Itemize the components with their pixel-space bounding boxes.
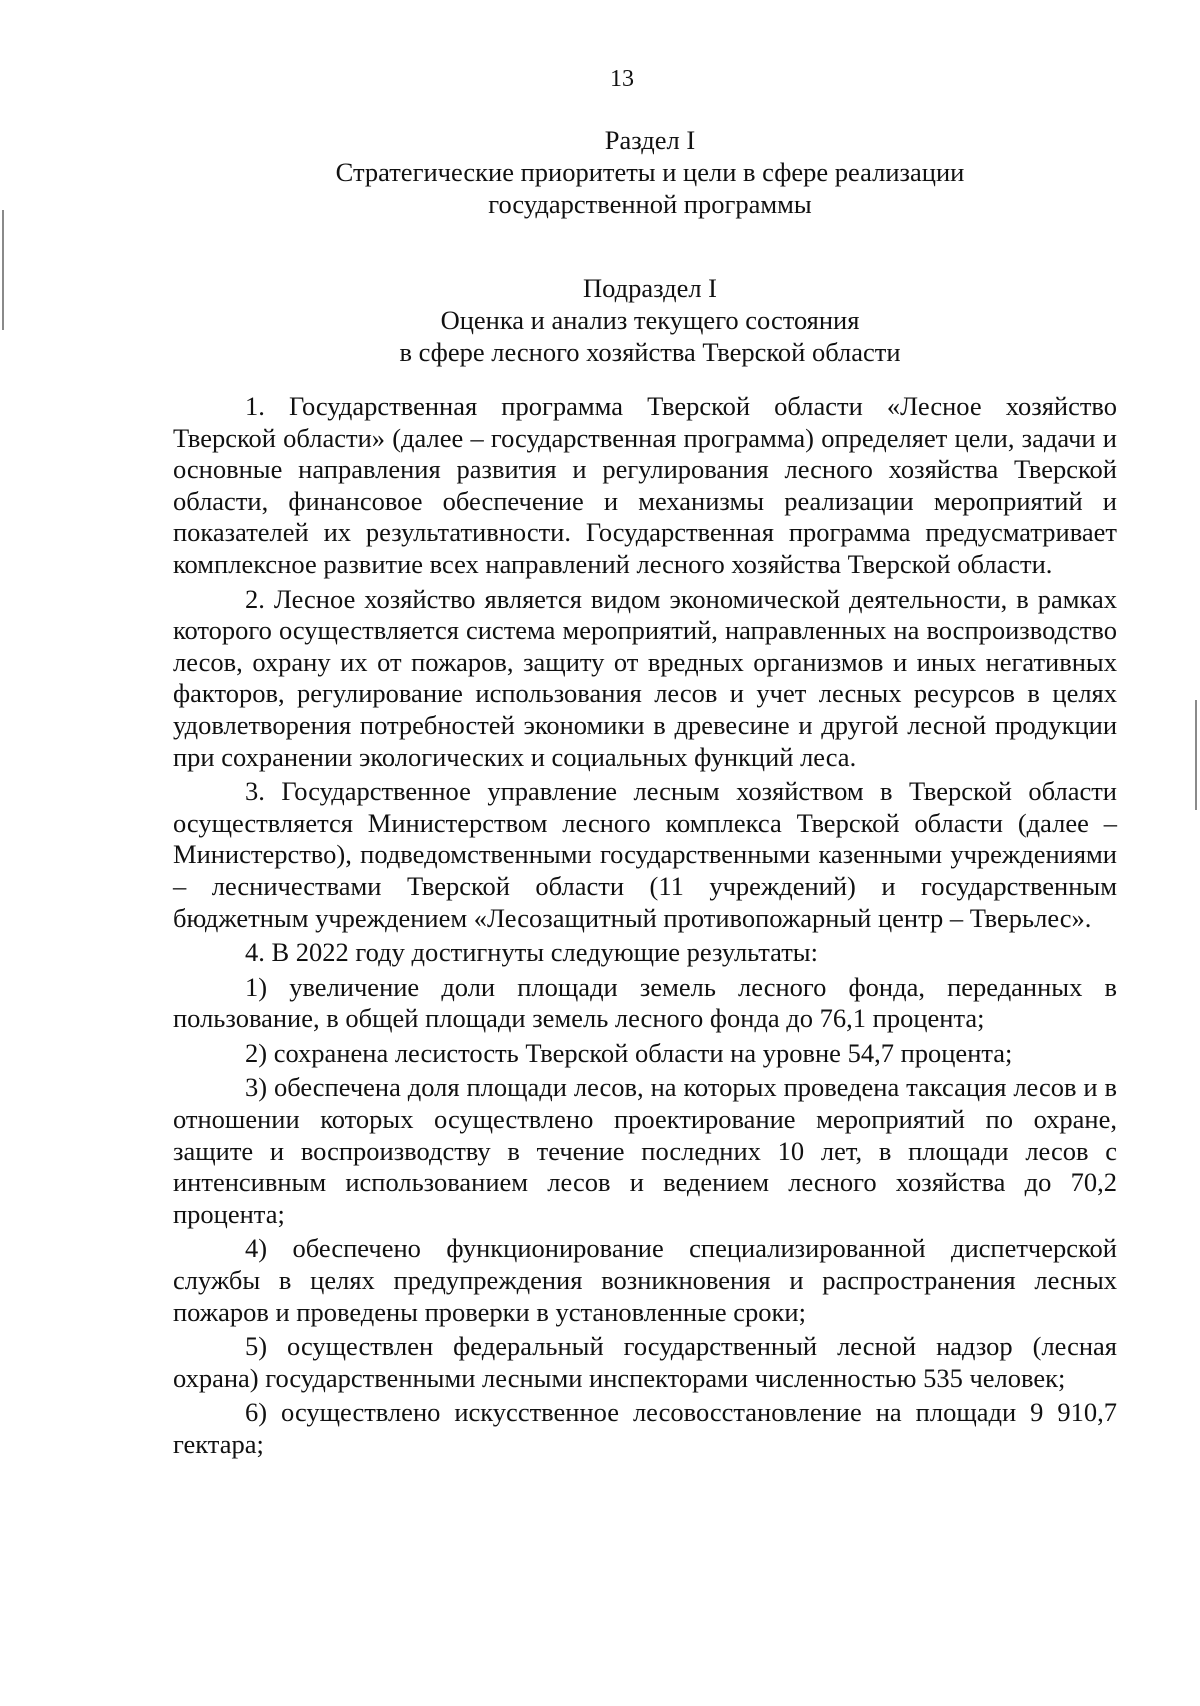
scan-edge-right	[1195, 700, 1197, 810]
subsection-title-line-2: в сфере лесного хозяйства Тверской области	[399, 337, 901, 367]
result-item-5: 5) осуществлен федеральный государственный лесной надзор (лесная охрана) государственными лесными инспекторами численностью 535 человек;	[173, 1331, 1117, 1393]
document-headings	[175, 124, 1125, 368]
document-body	[173, 391, 1117, 1464]
result-item-2: 2) сохранена лесистость Тверской области на уровне 54,7 процента;	[245, 1037, 1013, 1068]
subsection-title-line-1: Оценка и анализ текущего состояния	[440, 305, 860, 335]
paragraph-2: 2. Лесное хозяйство является видом экономической деятельности, в рамках которого осуществляется система мероприятий, направленных на воспроизводство лесов, охрану их от пожаров, защиту от вредных организмов и иных негативных факторов, регулирование использования лесов и учет лесных ресурсов в целях удовлетворения потребностей экономики в древесине и другой лесной продукции при сохранении экологических и социальных функций леса.	[173, 583, 1117, 772]
paragraph-1: 1. Государственная программа Тверской области «Лесное хозяйство Тверской области» (далее – государственная программа) определяет цели, задачи и основные направления развития и регулирования лесного хозяйства Тверской области, финансовое обеспечение и механизмы реализации мероприятий и показателей их результативности. Государственная программа предусматривает комплексное развитие всех направлений лесного хозяйства Тверской области.	[173, 391, 1117, 579]
result-item-3: 3) обеспечена доля площади лесов, на которых проведена таксация лесов и в отношении которых осуществлено проектирование мероприятий по охране, защите и воспроизводству в течение последних 10 лет, в площади лесов с интенсивным использованием лесов и ведением лесного хозяйства до 70,2 процента;	[173, 1072, 1117, 1229]
paragraph-4: 4. В 2022 году достигнуты следующие результаты:	[245, 937, 818, 968]
scan-edge-left	[2, 210, 4, 330]
result-item-4: 4) обеспечено функционирование специализированной диспетчерской службы в целях предупреждения возникновения и распространения лесных пожаров и проведены проверки в установленные сроки;	[173, 1233, 1117, 1327]
paragraph-3: 3. Государственное управление лесным хозяйством в Тверской области осуществляется Министерством лесного комплекса Тверской области (далее – Министерство), подведомственными государственными казенными учреждениями – лесничествами Тверской области (11 учреждений) и государственным бюджетным учреждением «Лесозащитный противопожарный центр – Тверьлес».	[173, 776, 1117, 933]
section-title-line-2: государственной программы	[488, 189, 812, 219]
result-item-6: 6) осуществлено искусственное лесовосстановление на площади 9 910,7 гектара;	[173, 1397, 1117, 1459]
section-title-line-1: Стратегические приоритеты и цели в сфере реализации	[335, 157, 965, 187]
result-item-1: 1) увеличение доли площади земель лесного фонда, переданных в пользование, в общей площади земель лесного фонда до 76,1 процента;	[173, 971, 1117, 1034]
subsection-label: Подраздел I	[582, 273, 718, 303]
section-label: Раздел I	[604, 125, 696, 155]
page-number: 13	[610, 66, 634, 92]
